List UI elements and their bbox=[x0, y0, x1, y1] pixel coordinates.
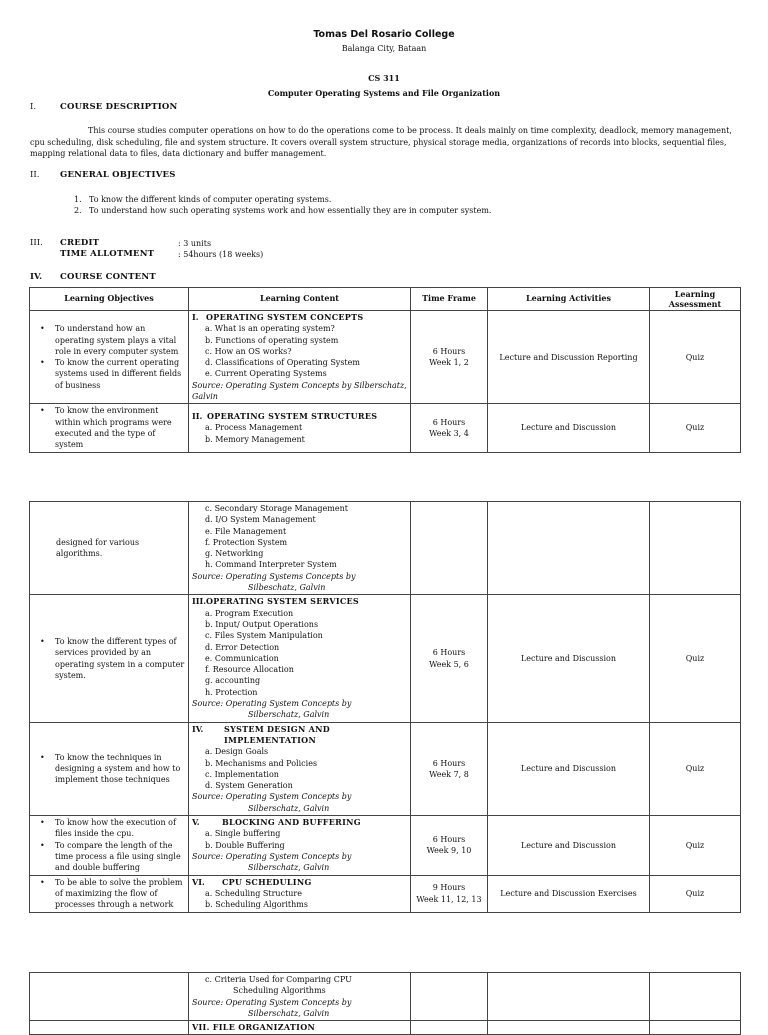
activity-cell bbox=[488, 502, 650, 595]
course-content-table bbox=[29, 287, 741, 453]
time-cell bbox=[411, 973, 488, 1021]
objective-bullet: • To know how the execution of files inside the cpu. bbox=[33, 817, 185, 840]
table-row bbox=[30, 722, 741, 815]
topic-title: SYSTEM DESIGN AND bbox=[224, 723, 330, 734]
topic-item: c. Criteria Used for Comparing CPU bbox=[205, 975, 352, 984]
topic-numeral: I. bbox=[192, 312, 199, 322]
topic-item: a. Single buffering bbox=[205, 829, 281, 839]
objective-bullet: • To be able to solve the problem of maximizing the flow of processes through a network bbox=[33, 877, 185, 911]
section-2-title: GENERAL OBJECTIVES bbox=[60, 170, 176, 180]
content-cell bbox=[189, 816, 411, 875]
table-row bbox=[30, 595, 741, 722]
course-title: Computer Operating Systems and File Organization bbox=[267, 88, 501, 98]
course-content-table-continued bbox=[29, 501, 741, 913]
topic-title: BLOCKING AND BUFFERING bbox=[222, 817, 361, 828]
time-cell: 6 Hours Week 9, 10 bbox=[411, 816, 488, 875]
topic-item: c. Secondary Storage Management bbox=[205, 504, 348, 513]
time-cell bbox=[411, 1021, 488, 1035]
objectives-cell bbox=[30, 816, 189, 875]
topic-item: g. accounting bbox=[205, 676, 261, 686]
header-learning-objectives: Learning Objectives bbox=[30, 288, 189, 311]
objective-bullet: • To know the different types of services provided by an operating system in a computer system. bbox=[33, 636, 185, 681]
assessment-cell: Quiz bbox=[650, 404, 741, 452]
topic-item: b. Input/ Output Operations bbox=[205, 619, 319, 629]
topic-numeral: III. bbox=[192, 596, 207, 607]
topic-title: OPERATING SYSTEM CONCEPTS bbox=[206, 312, 364, 322]
assessment-cell bbox=[650, 1021, 741, 1035]
objective-bullet: • To know the environment within which programs were executed and the type of system bbox=[33, 405, 185, 450]
header-learning-assessment: Learning Assessment bbox=[650, 288, 741, 311]
content-cell bbox=[189, 311, 411, 404]
section-1-title: COURSE DESCRIPTION bbox=[60, 102, 178, 112]
source-note: Source: Operating Systems Concepts by bbox=[192, 571, 356, 581]
topic-item: c. Files System Manipulation bbox=[205, 631, 323, 641]
activity-cell bbox=[488, 973, 650, 1021]
objectives-cell: designed for various algorithms. bbox=[30, 502, 189, 595]
source-note: Source: Operating System Concepts by Silberschatz, Galvin bbox=[192, 380, 407, 402]
topic-item: a. Design Goals bbox=[205, 747, 269, 757]
topic-item-line-2: Scheduling Algorithms bbox=[233, 986, 326, 996]
topic-item: d. Error Detection bbox=[205, 642, 280, 652]
topic-numeral: V. bbox=[192, 817, 200, 828]
topic-item: d. Classifications of Operating System bbox=[205, 358, 360, 368]
objective-bullet: • To compare the length of the time process a file using single and double buffering bbox=[33, 840, 185, 874]
topic-item: f. Resource Allocation bbox=[205, 665, 294, 675]
time-cell: 6 Hours Week 7, 8 bbox=[411, 722, 488, 815]
assessment-cell: Quiz bbox=[650, 722, 741, 815]
time-cell: 6 Hours Week 5, 6 bbox=[411, 595, 488, 722]
activity-cell: Lecture and Discussion Reporting bbox=[488, 311, 650, 404]
section-3-number: III. bbox=[30, 238, 43, 248]
topic-numeral: IV. bbox=[192, 723, 204, 734]
section-2-number: II. bbox=[30, 170, 40, 180]
assessment-cell: Quiz bbox=[650, 595, 741, 722]
assessment-cell bbox=[650, 973, 741, 1021]
topic-item: f. Protection System bbox=[205, 537, 288, 547]
content-cell bbox=[189, 404, 411, 452]
topic-item: c. Implementation bbox=[205, 769, 279, 779]
source-note: Source: Operating System Concepts by bbox=[192, 851, 352, 861]
table-row bbox=[30, 1021, 741, 1035]
content-cell bbox=[189, 595, 411, 722]
time-cell: 6 Hours Week 3, 4 bbox=[411, 404, 488, 452]
topic-item: h. Protection bbox=[205, 687, 258, 697]
objectives-cell bbox=[30, 875, 189, 912]
topic-item: h. Command Interpreter System bbox=[205, 560, 337, 570]
source-note-authors: Silberschatz, Galvin bbox=[248, 863, 330, 873]
topic-item: b. Mechanisms and Policies bbox=[205, 758, 318, 768]
objective-bullet: • To understand how an operating system plays a vital role in every computer system bbox=[33, 323, 185, 357]
assessment-cell: Quiz bbox=[650, 816, 741, 875]
topic-item: e. Communication bbox=[205, 653, 279, 663]
objectives-cell bbox=[30, 595, 189, 722]
assessment-cell: Quiz bbox=[650, 875, 741, 912]
content-cell bbox=[189, 502, 411, 595]
time-allotment-label: TIME ALLOTMENT bbox=[60, 249, 155, 259]
objectives-cell bbox=[30, 973, 189, 1021]
activity-cell: Lecture and Discussion Exercises bbox=[488, 875, 650, 912]
section-4-number: IV. bbox=[30, 272, 43, 282]
activity-cell: Lecture and Discussion bbox=[488, 595, 650, 722]
objective-bullet: • To know the techniques in designing a system and how to implement those techniques bbox=[33, 752, 185, 786]
topic-item: a. Program Execution bbox=[205, 608, 294, 618]
table-row bbox=[30, 816, 741, 875]
topic-item: b. Memory Management bbox=[205, 434, 305, 444]
objectives-cell bbox=[30, 722, 189, 815]
credit-value: : 3 units bbox=[178, 239, 212, 248]
source-note: Source: Operating System Concepts by bbox=[192, 792, 352, 802]
objectives-cell bbox=[30, 311, 189, 404]
time-cell bbox=[411, 502, 488, 595]
header-learning-content: Learning Content bbox=[189, 288, 411, 311]
time-allotment-value: : 54hours (18 weeks) bbox=[178, 250, 264, 259]
source-note-authors: Silberschatz, Galvin bbox=[248, 710, 330, 720]
source-note: Source: Operating System Concepts by bbox=[192, 699, 352, 709]
topic-title: OPERATING SYSTEM SERVICES bbox=[206, 596, 360, 607]
table-row bbox=[30, 404, 741, 452]
header-time-frame: Time Frame bbox=[411, 288, 488, 311]
topic-title: CPU SCHEDULING bbox=[222, 876, 312, 887]
course-code: CS 311 bbox=[368, 73, 400, 83]
topic-item: e. Current Operating Systems bbox=[205, 369, 327, 379]
table-row bbox=[30, 973, 741, 1021]
section-1-number: I. bbox=[30, 102, 37, 112]
topic-title-line-2: IMPLEMENTATION bbox=[224, 734, 317, 745]
table-row bbox=[30, 875, 741, 912]
topic-item: a. Process Management bbox=[205, 423, 303, 433]
topic-numeral: II. bbox=[192, 411, 203, 422]
source-note-authors: Silberschatz, Galvin bbox=[248, 1008, 330, 1018]
objective-bullet: • To know the current operating systems used in different fields of business bbox=[33, 357, 185, 391]
topic-item: b. Scheduling Algorithms bbox=[205, 900, 308, 910]
topic-item: a. Scheduling Structure bbox=[205, 888, 302, 898]
section-4-title: COURSE CONTENT bbox=[60, 272, 156, 282]
topic-item: g. Networking bbox=[205, 549, 264, 559]
course-description-text: This course studies computer operations on how to do the operations come to be process. It deals mainly on time complexity, deadlock, memory management, cpu scheduling, disk scheduling, file and system structure. It covers overall system structure, physical storage media, organizations of records into blocks, sequential files, mapping relational data to files, data dictionary and buffer management. bbox=[30, 126, 732, 158]
header-learning-activities: Learning Activities bbox=[488, 288, 650, 311]
college-name: Tomas Del Rosario College bbox=[313, 29, 455, 40]
topic-item: b. Functions of operating system bbox=[205, 335, 339, 345]
source-note-authors: Silbeschatz, Galvin bbox=[248, 583, 326, 593]
topic-item: b. Double Buffering bbox=[205, 840, 285, 850]
activity-cell bbox=[488, 1021, 650, 1035]
activity-cell: Lecture and Discussion bbox=[488, 404, 650, 452]
topic-item: d. I/O System Management bbox=[205, 515, 316, 525]
topic-item: c. How an OS works? bbox=[205, 346, 292, 356]
content-cell bbox=[189, 722, 411, 815]
source-note: Source: Operating System Concepts by bbox=[192, 997, 352, 1007]
assessment-cell: Quiz bbox=[650, 311, 741, 404]
activity-cell: Lecture and Discussion bbox=[488, 722, 650, 815]
objective-item-2: 2. To understand how such operating systems work and how essentially they are in computer system. bbox=[74, 206, 492, 215]
topic-title: VII. FILE ORGANIZATION bbox=[192, 1022, 316, 1033]
topic-numeral: VI. bbox=[192, 876, 205, 887]
time-cell: 6 Hours Week 1, 2 bbox=[411, 311, 488, 404]
objectives-cell bbox=[30, 404, 189, 452]
topic-item: a. What is an operating system? bbox=[205, 324, 335, 334]
table-row bbox=[30, 311, 741, 404]
course-content-table-page-3 bbox=[29, 972, 741, 1035]
content-cell bbox=[189, 973, 411, 1021]
content-cell bbox=[189, 875, 411, 912]
credit-label: CREDIT bbox=[60, 238, 100, 248]
objective-item-1: 1. To know the different kinds of computer operating systems. bbox=[74, 195, 332, 204]
objectives-cell bbox=[30, 1021, 189, 1035]
college-city: Balanga City, Bataan bbox=[341, 44, 427, 53]
assessment-cell bbox=[650, 502, 741, 595]
topic-item: e. File Management bbox=[205, 526, 287, 536]
source-note-authors: Silberschatz, Galvin bbox=[248, 803, 330, 813]
activity-cell: Lecture and Discussion bbox=[488, 816, 650, 875]
table-row bbox=[30, 502, 741, 595]
content-cell bbox=[189, 1021, 411, 1035]
topic-item: d. System Generation bbox=[205, 781, 293, 791]
time-cell: 9 Hours Week 11, 12, 13 bbox=[411, 875, 488, 912]
topic-title: OPERATING SYSTEM STRUCTURES bbox=[207, 411, 378, 422]
